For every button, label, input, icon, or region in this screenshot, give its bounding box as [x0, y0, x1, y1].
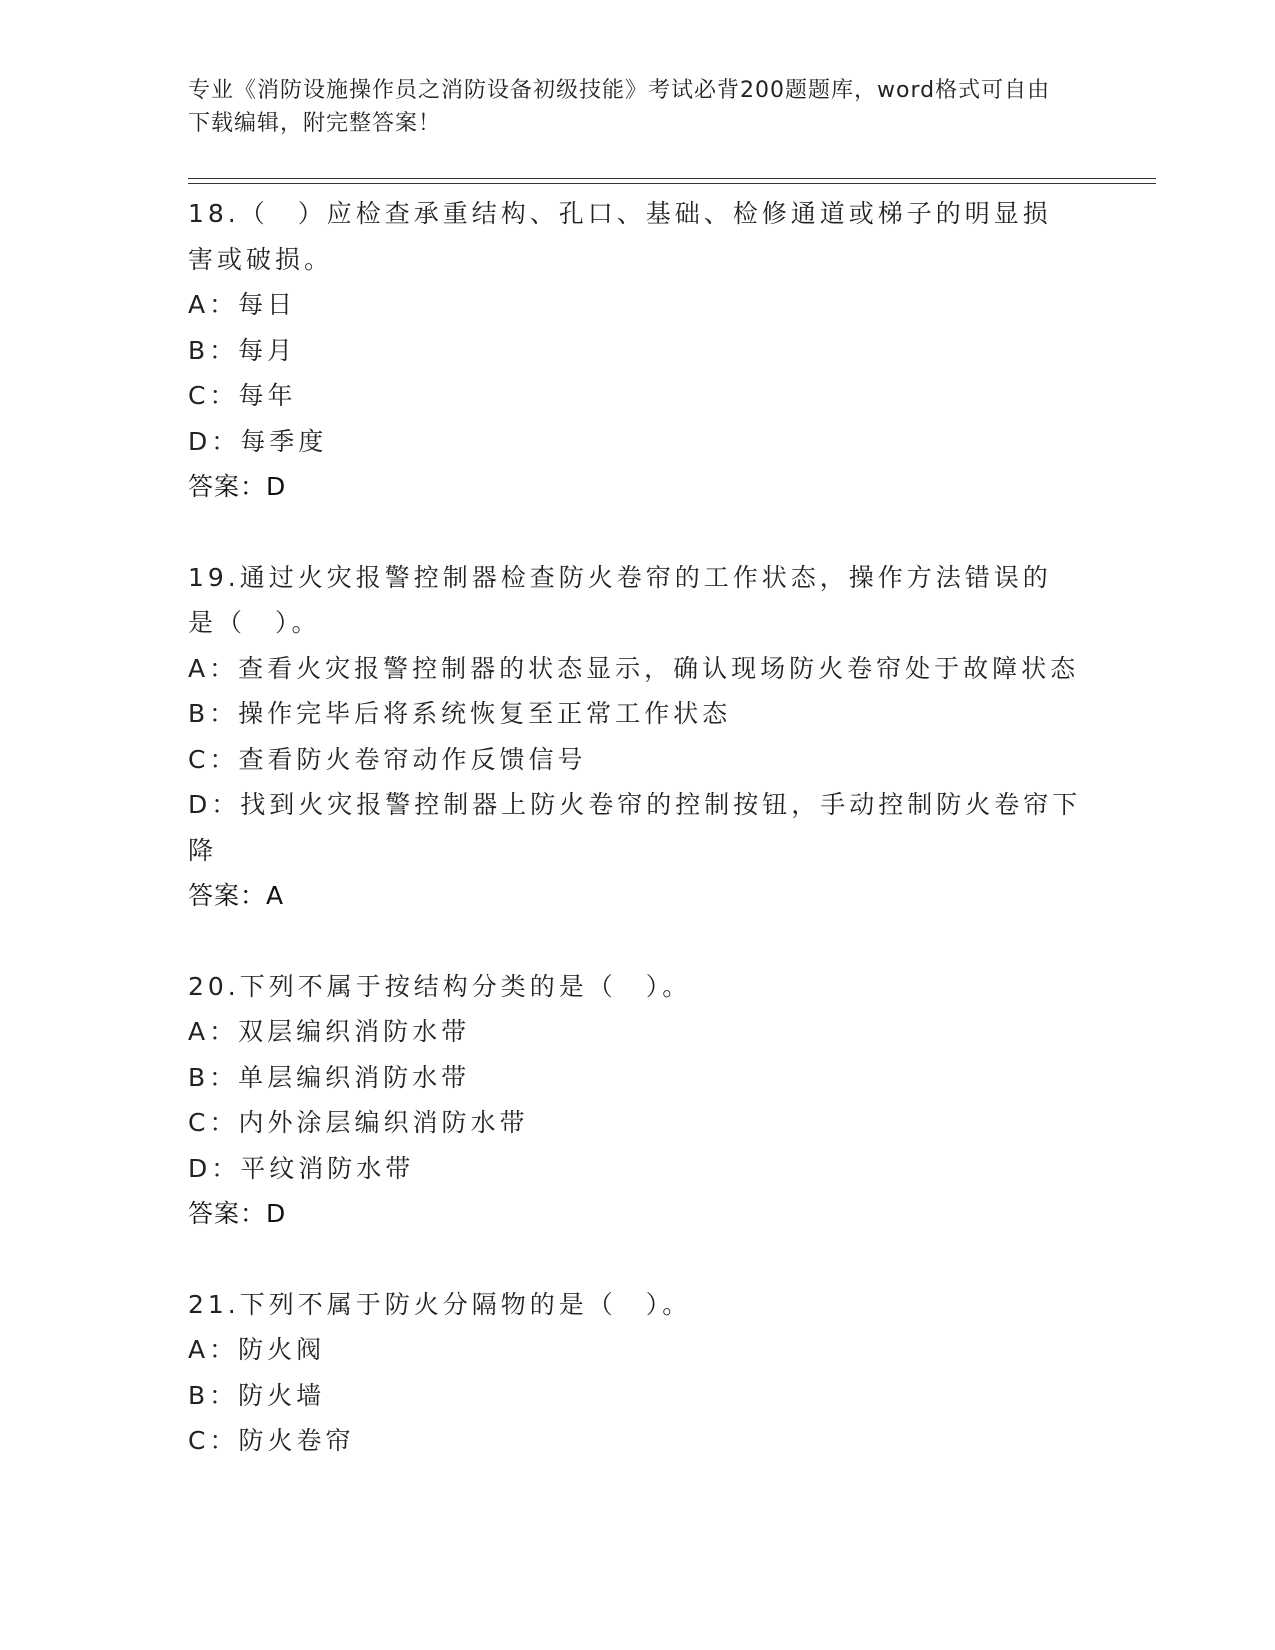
answer-line: 答案：A — [188, 881, 285, 910]
option-b: B：单层编织消防水带 — [188, 1062, 471, 1092]
answer-line: 答案：D — [188, 1199, 287, 1228]
option-b: B：操作完毕后将系统恢复至正常工作状态 — [188, 699, 732, 728]
option-a: A：查看火灾报警控制器的状态显示，确认现场防火卷帘处于故障状态 — [188, 653, 1080, 683]
question-20 — [188, 964, 1088, 1237]
header-divider-bottom — [188, 183, 1156, 184]
question-19 — [188, 555, 1088, 919]
option-c: C：查看防火卷帘动作反馈信号 — [188, 744, 587, 774]
question-list — [188, 191, 1088, 1509]
question-stem: 21.下列不属于防火分隔物的是（ ）。 — [188, 1289, 692, 1319]
option-d: D：找到火灾报警控制器上防火卷帘的控制按钮，手动控制防火卷帘下降 — [188, 790, 1082, 865]
option-b: B：每月 — [188, 335, 297, 365]
question-stem: 18.（ ）应检查承重结构、孔口、基础、检修通道或梯子的明显损害或破损。 — [188, 199, 1052, 274]
option-c: C：内外涂层编织消防水带 — [188, 1108, 529, 1137]
option-d: D：平纹消防水带 — [188, 1153, 415, 1183]
answer-line: 答案：D — [188, 472, 287, 501]
document-header: 专业《消防设施操作员之消防设备初级技能》考试必背200题题库，word格式可自由下载编辑，附完整答案！ — [188, 78, 1051, 136]
option-a: A：防火阀 — [188, 1335, 326, 1364]
option-a: A：每日 — [188, 290, 297, 319]
option-d: D：每季度 — [188, 426, 328, 456]
option-a: A：双层编织消防水带 — [188, 1017, 471, 1046]
question-21 — [188, 1282, 1088, 1464]
option-c: C：每年 — [188, 381, 297, 410]
question-18 — [188, 191, 1088, 510]
option-c: C：防火卷帘 — [188, 1426, 355, 1455]
question-stem: 20.下列不属于按结构分类的是（ ）。 — [188, 971, 692, 1001]
header-divider-top — [188, 178, 1156, 179]
option-b: B：防火墙 — [188, 1380, 326, 1410]
question-stem: 19.通过火灾报警控制器检查防火卷帘的工作状态，操作方法错误的是（ ）。 — [188, 562, 1052, 637]
